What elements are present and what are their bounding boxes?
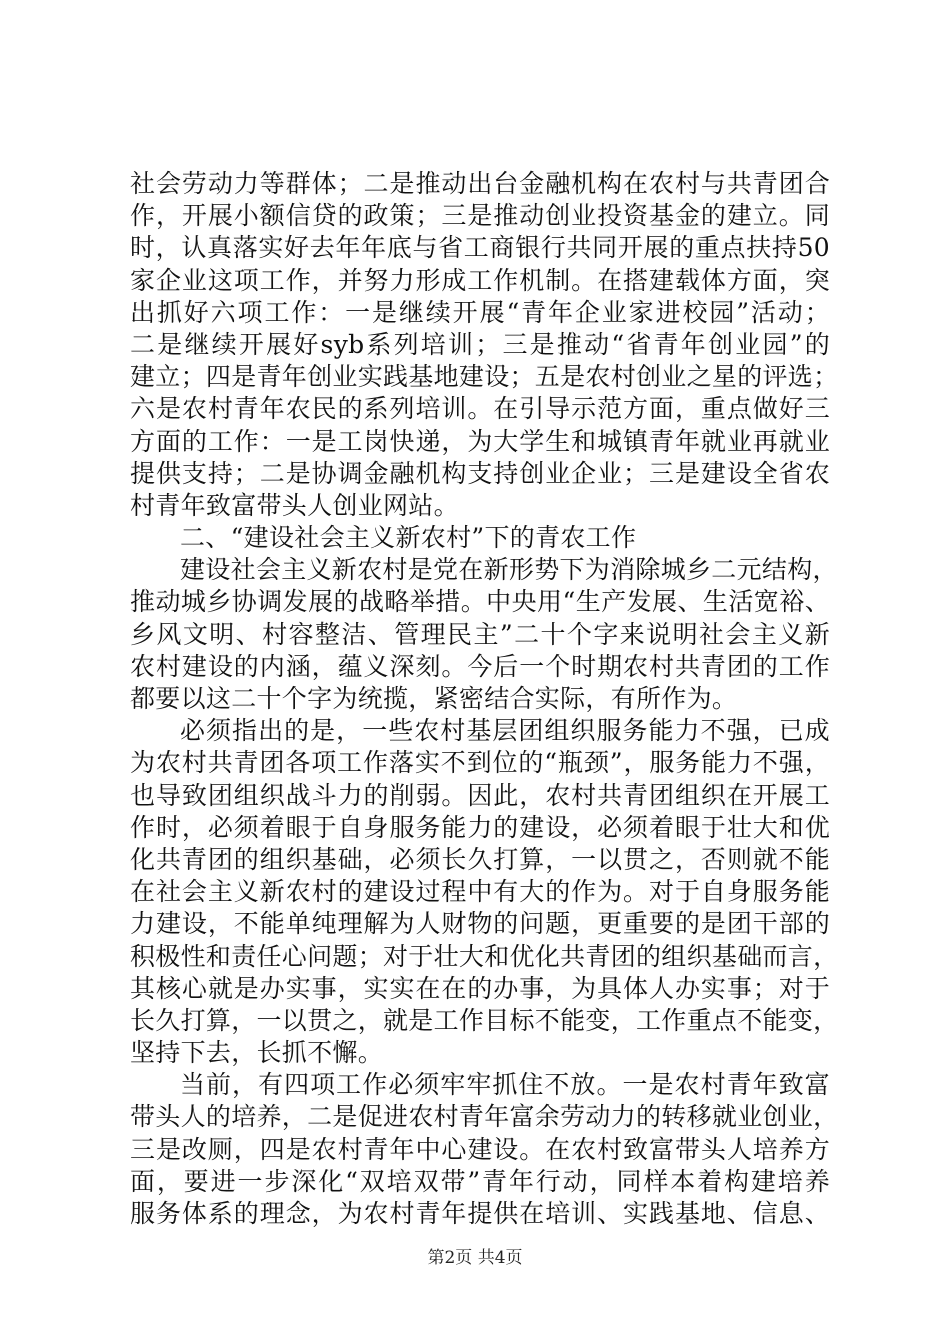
page-footer: 第2页 共4页: [427, 1248, 523, 1268]
text-line: 出抓好六项工作：一是继续开展“青年企业家进校园”活动；: [130, 297, 830, 327]
text-line: 力建设，不能单纯理解为人财物的问题，更重要的是团干部的: [130, 909, 830, 939]
text-line: 积极性和责任心问题；对于壮大和优化共青团的组织基础而言，: [130, 941, 839, 971]
text-line: 在社会主义新农村的建设过程中有大的作为。对于自身服务能: [130, 877, 830, 907]
text-line: 长久打算，一以贯之，就是工作目标不能变，工作重点不能变，: [130, 1005, 839, 1035]
text-line: 作，开展小额信贷的政策；三是推动创业投资基金的建立。同: [130, 201, 830, 231]
text-line: 社会劳动力等群体；二是推动出台金融机构在农村与共青团合: [130, 169, 830, 198]
text-line: 方面的工作：一是工岗快递，为大学生和城镇青年就业再就业: [130, 426, 830, 456]
text-line: 服务体系的理念，为农村青年提供在培训、实践基地、信息、: [130, 1199, 830, 1228]
text-line: 二是继续开展好syb系列培训；三是推动“省青年创业园”的: [130, 329, 830, 359]
text-line: 三是改厕，四是农村青年中心建设。在农村致富带头人培养方: [130, 1134, 830, 1164]
text-line: 村青年致富带头人创业网站。: [130, 490, 459, 520]
text-line: 化共青团的组织基础，必须长久打算，一以贯之，否则就不能: [130, 844, 830, 874]
text-line: 作时，必须着眼于自身服务能力的建设，必须着眼于壮大和优: [130, 812, 830, 842]
text-line: 建设社会主义新农村是党在新形势下为消除城乡二元结构，: [180, 555, 838, 585]
text-line: 建立；四是青年创业实践基地建设；五是农村创业之星的评选；: [130, 362, 839, 392]
text-line: 六是农村青年农民的系列培训。在引导示范方面，重点做好三: [130, 394, 830, 424]
text-line: 坚持下去，长抓不懈。: [130, 1038, 384, 1068]
text-line: 提供支持；二是协调金融机构支持创业企业；三是建设全省农: [130, 458, 830, 488]
text-line: 农村建设的内涵，蕴义深刻。今后一个时期农村共青团的工作: [130, 651, 830, 681]
text-line: 时，认真落实好去年年底与省工商银行共同开展的重点扶持50: [130, 233, 830, 263]
text-line: 推动城乡协调发展的战略举措。中央用“生产发展、生活宽裕、: [130, 587, 830, 617]
document-body: [130, 168, 839, 1230]
text-line: 乡风文明、村容整洁、管理民主”二十个字来说明社会主义新: [130, 619, 830, 649]
text-line: 带头人的培养，二是促进农村青年富余劳动力的转移就业创业，: [130, 1102, 839, 1132]
text-line: 其核心就是办实事，实实在在的办事，为具体人办实事；对于: [130, 973, 830, 1003]
text-line: 都要以这二十个字为统揽，紧密结合实际，有所作为。: [130, 684, 738, 713]
text-line: 家企业这项工作，并努力形成工作机制。在搭建载体方面，突: [130, 265, 830, 295]
text-line: 为农村共青团各项工作落实不到位的“瓶颈”，服务能力不强，: [130, 748, 830, 778]
text-line: 必须指出的是，一些农村基层团组织服务能力不强，已成: [180, 716, 830, 746]
text-line: 二、“建设社会主义新农村”下的青农工作: [180, 523, 637, 553]
text-line: 也导致团组织战斗力的削弱。因此，农村共青团组织在开展工: [130, 780, 830, 810]
text-line: 面，要进一步深化“双培双带”青年行动，同样本着构建培养: [130, 1166, 830, 1196]
text-line: 当前，有四项工作必须牢牢抓住不放。一是农村青年致富: [180, 1070, 830, 1100]
